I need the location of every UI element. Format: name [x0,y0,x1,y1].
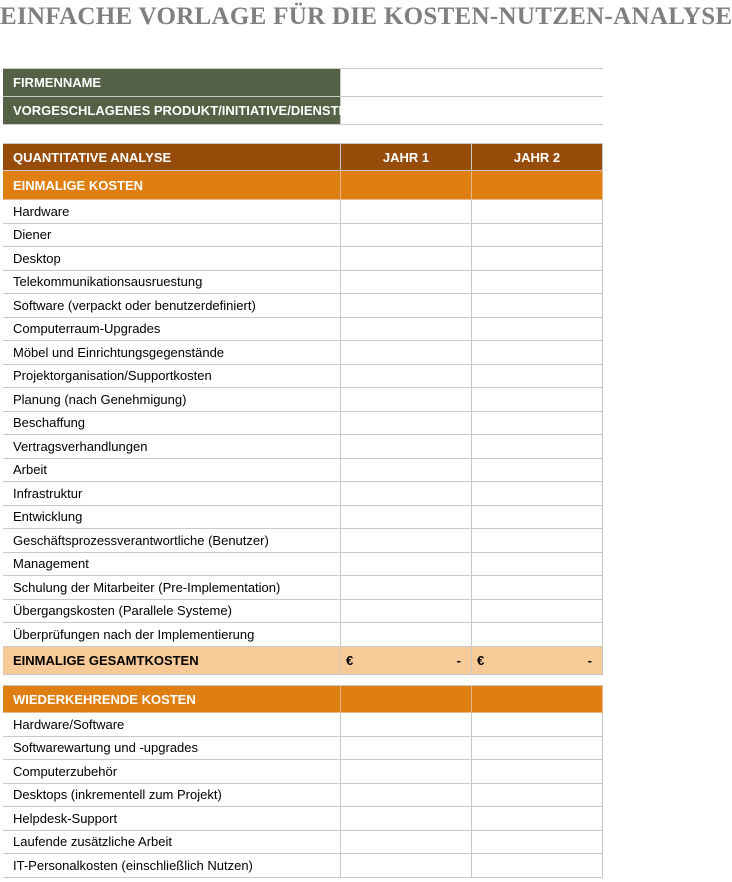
cost-item-label: Beschaffung [3,412,341,436]
one-time-costs-table [3,143,603,675]
year-1-value-cell[interactable] [341,224,472,248]
table-row [3,600,603,624]
year-1-value-cell[interactable] [341,482,472,506]
cost-item-label: Desktop [3,247,341,271]
year-2-value-cell[interactable] [472,224,603,248]
year-2-value-cell[interactable] [472,576,603,600]
cost-item-label: Entwicklung [3,506,341,530]
year-2-value-cell[interactable] [472,412,603,436]
cost-item-label: Möbel und Einrichtungsgegenstände [3,341,341,365]
table-row [3,435,603,459]
year-2-value-cell[interactable] [472,784,603,808]
cost-item-label: Softwarewartung und -upgrades [3,737,341,761]
year-1-value-cell[interactable] [341,807,472,831]
year-1-value-cell[interactable] [341,271,472,295]
total-year-2 [472,647,603,675]
table-row [3,529,603,553]
year-2-value-cell[interactable] [472,737,603,761]
table-row [3,807,603,831]
table-row [3,737,603,761]
table-row [3,200,603,224]
year-2-value-cell[interactable] [472,623,603,647]
recurring-cost-rows [3,713,603,878]
year-2-value-cell[interactable] [472,831,603,855]
year-1-value-cell[interactable] [341,294,472,318]
table-row [3,713,603,737]
year-2-value-cell[interactable] [472,529,603,553]
table-row [3,760,603,784]
table-row [3,224,603,248]
total-label: EINMALIGE GESAMTKOSTEN [3,647,341,675]
cost-item-label: Vertragsverhandlungen [3,435,341,459]
cost-item-label: Arbeit [3,459,341,483]
cost-item-label: Hardware [3,200,341,224]
header-year-2: JAHR 2 [472,143,603,171]
total-value: - [456,652,461,668]
year-1-value-cell[interactable] [341,388,472,412]
company-name-input[interactable] [341,69,603,97]
table-row [3,831,603,855]
year-1-value-cell[interactable] [341,435,472,459]
year-1-value-cell[interactable] [341,854,472,878]
year-2-value-cell[interactable] [472,553,603,577]
cost-item-label: Hardware/Software [3,713,341,737]
table-row [3,365,603,389]
year-2-value-cell[interactable] [472,365,603,389]
currency-symbol: € [477,652,485,668]
year-1-value-cell[interactable] [341,623,472,647]
cost-item-label: Übergangskosten (Parallele Systeme) [3,600,341,624]
cost-item-label: IT-Personalkosten (einschließlich Nutzen) [3,854,341,878]
section-recurring-costs [3,685,603,713]
company-name-label: FIRMENNAME [3,69,341,97]
cost-item-label: Computerzubehör [3,760,341,784]
year-1-value-cell[interactable] [341,737,472,761]
section-cell-year-2 [472,685,603,713]
year-1-value-cell[interactable] [341,459,472,483]
product-row [3,97,603,125]
year-2-value-cell[interactable] [472,294,603,318]
year-2-value-cell[interactable] [472,435,603,459]
year-2-value-cell[interactable] [472,713,603,737]
year-1-value-cell[interactable] [341,318,472,342]
cost-item-label: Überprüfungen nach der Implementierung [3,623,341,647]
cost-item-label: Telekommunikationsausruestung [3,271,341,295]
year-2-value-cell[interactable] [472,760,603,784]
cost-item-label: Management [3,553,341,577]
year-1-value-cell[interactable] [341,529,472,553]
cost-item-label: Planung (nach Genehmigung) [3,388,341,412]
year-2-value-cell[interactable] [472,600,603,624]
year-1-value-cell[interactable] [341,760,472,784]
section-label: WIEDERKEHRENDE KOSTEN [3,685,341,713]
table-row [3,318,603,342]
table-row [3,482,603,506]
year-2-value-cell[interactable] [472,271,603,295]
product-label: VORGESCHLAGENES PRODUKT/INITIATIVE/DIENSTLEISTUNG [3,97,341,125]
year-1-value-cell[interactable] [341,553,472,577]
year-2-value-cell[interactable] [472,482,603,506]
cost-item-label: Projektorganisation/Supportkosten [3,365,341,389]
cost-item-label: Helpdesk-Support [3,807,341,831]
year-1-value-cell[interactable] [341,784,472,808]
year-2-value-cell[interactable] [472,459,603,483]
currency-symbol: € [346,652,354,668]
cost-item-label: Diener [3,224,341,248]
table-row [3,247,603,271]
year-2-value-cell[interactable] [472,318,603,342]
company-name-row [3,69,603,97]
cost-item-label: Desktops (inkrementell zum Projekt) [3,784,341,808]
header-year-1: JAHR 1 [341,143,472,171]
cost-item-label: Computerraum-Upgrades [3,318,341,342]
table-row [3,294,603,318]
year-2-value-cell[interactable] [472,247,603,271]
cost-item-label: Software (verpackt oder benutzerdefiniert) [3,294,341,318]
year-2-value-cell[interactable] [472,506,603,530]
section-cell-year-2 [472,171,603,200]
year-1-value-cell[interactable] [341,713,472,737]
recurring-costs-table [3,685,603,878]
one-time-total-row [3,647,603,675]
page-title: EINFACHE VORLAGE FÜR DIE KOSTEN-NUTZEN-ANALYSE [0,3,732,30]
year-1-value-cell[interactable] [341,365,472,389]
section-one-time-costs [3,171,603,200]
company-info-block [3,68,603,125]
table-row [3,553,603,577]
total-year-1 [341,647,472,675]
cost-item-label: Schulung der Mitarbeiter (Pre-Implementation) [3,576,341,600]
year-1-value-cell[interactable] [341,200,472,224]
year-2-value-cell[interactable] [472,807,603,831]
one-time-cost-rows [3,200,603,647]
table-row [3,341,603,365]
product-input[interactable] [341,97,603,125]
section-cell-year-1 [341,171,472,200]
table-row [3,459,603,483]
year-1-value-cell[interactable] [341,506,472,530]
table-row [3,784,603,808]
cost-item-label: Infrastruktur [3,482,341,506]
year-1-value-cell[interactable] [341,247,472,271]
year-2-value-cell[interactable] [472,388,603,412]
total-value: - [587,652,592,668]
section-cell-year-1 [341,685,472,713]
table-row [3,623,603,647]
year-2-value-cell[interactable] [472,854,603,878]
table-row [3,412,603,436]
table-row [3,271,603,295]
year-1-value-cell[interactable] [341,831,472,855]
cost-item-label: Geschäftsprozessverantwortliche (Benutzer) [3,529,341,553]
year-1-value-cell[interactable] [341,341,472,365]
table-row [3,576,603,600]
section-label: EINMALIGE KOSTEN [3,171,341,200]
cost-item-label: Laufende zusätzliche Arbeit [3,831,341,855]
year-1-value-cell[interactable] [341,576,472,600]
header-quantitative-analysis: QUANTITATIVE ANALYSE [3,143,341,171]
table-row [3,388,603,412]
year-2-value-cell[interactable] [472,200,603,224]
year-1-value-cell[interactable] [341,412,472,436]
table-row [3,854,603,878]
table-header-row [3,143,603,171]
year-1-value-cell[interactable] [341,600,472,624]
table-row [3,506,603,530]
year-2-value-cell[interactable] [472,341,603,365]
